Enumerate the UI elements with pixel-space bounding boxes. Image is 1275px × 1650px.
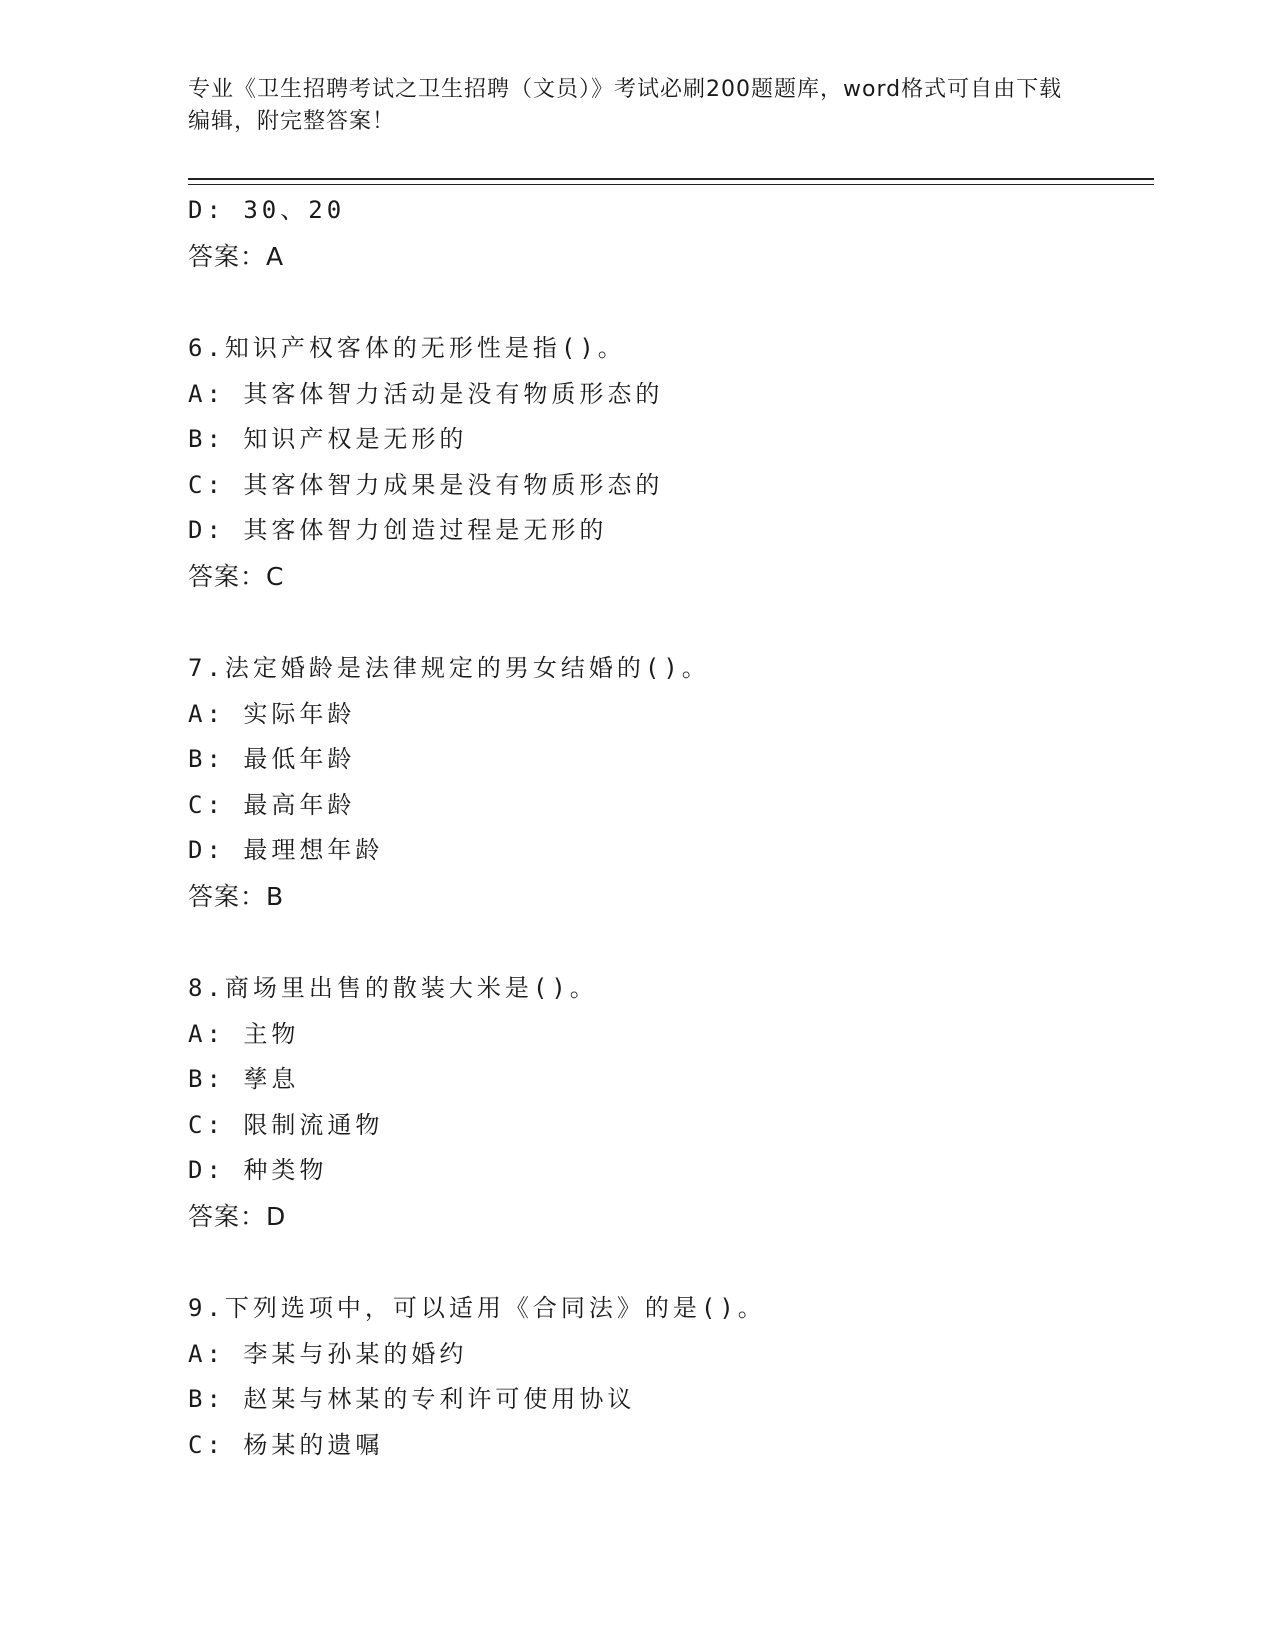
question-stem: 8.商场里出售的散装大米是()。 <box>188 974 598 1002</box>
option-a: A: 主物 <box>188 1019 300 1048</box>
option-d: D: 其客体智力创造过程是无形的 <box>188 516 608 544</box>
answer-line: 答案：D <box>188 1201 287 1231</box>
answer-line: 答案：A <box>188 241 285 271</box>
option-a: A: 其客体智力活动是没有物质形态的 <box>188 379 664 408</box>
option-c: C: 杨某的遗嘱 <box>188 1430 384 1459</box>
option-a: A: 李某与孙某的婚约 <box>188 1339 468 1368</box>
option-d: D: 30、20 <box>188 196 346 224</box>
option-c: C: 其客体智力成果是没有物质形态的 <box>188 470 664 499</box>
spacer <box>188 919 1148 966</box>
option-b: B: 最低年龄 <box>188 745 356 773</box>
question-stem: 7.法定婚龄是法律规定的男女结婚的()。 <box>188 654 710 682</box>
answer-line: 答案：C <box>188 561 285 591</box>
header-rule-thick <box>188 178 1154 180</box>
question-list <box>188 188 1148 1468</box>
option-b: B: 知识产权是无形的 <box>188 425 468 453</box>
spacer <box>188 279 1148 326</box>
spacer <box>188 599 1148 646</box>
spacer <box>188 1239 1148 1286</box>
option-d: D: 种类物 <box>188 1156 328 1184</box>
document-header: 专业《卫生招聘考试之卫生招聘（文员）》考试必刷200题题库，word格式可自由下载编辑，附完整答案！ <box>188 77 1063 134</box>
question-stem: 6.知识产权客体的无形性是指()。 <box>188 334 626 362</box>
header-rule-thin <box>188 184 1154 185</box>
option-c: C: 限制流通物 <box>188 1110 384 1139</box>
option-b: B: 孳息 <box>188 1065 300 1093</box>
option-a: A: 实际年龄 <box>188 699 356 728</box>
option-b: B: 赵某与林某的专利许可使用协议 <box>188 1385 636 1413</box>
question-stem: 9.下列选项中，可以适用《合同法》的是()。 <box>188 1294 766 1322</box>
answer-line: 答案：B <box>188 881 285 911</box>
option-c: C: 最高年龄 <box>188 790 356 819</box>
option-d: D: 最理想年龄 <box>188 836 384 864</box>
